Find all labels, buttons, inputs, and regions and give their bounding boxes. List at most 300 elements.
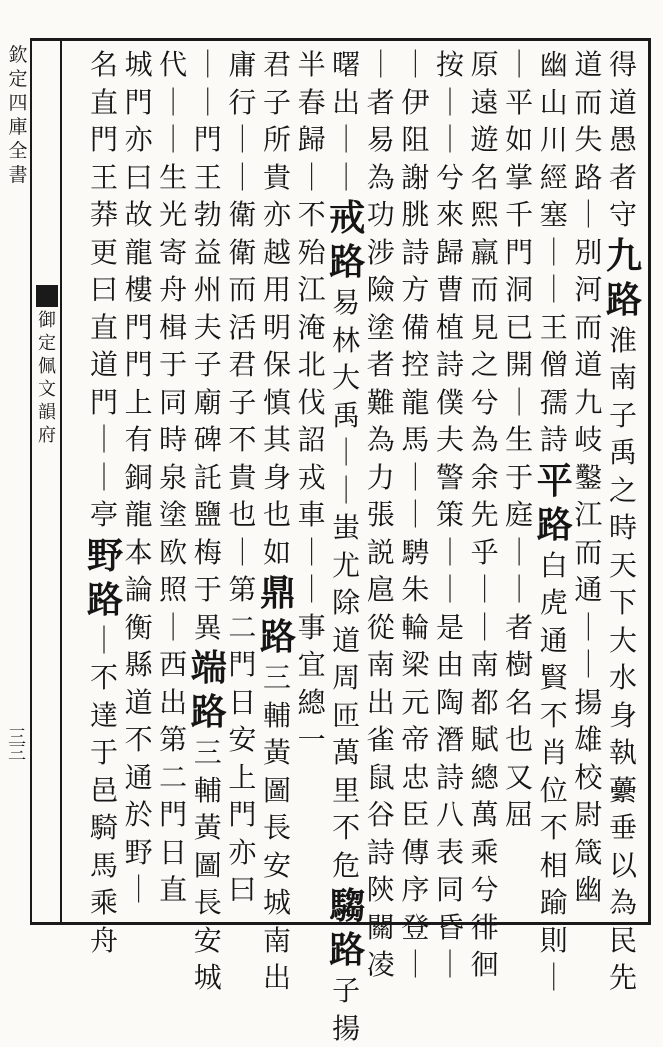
text-char: 北 [295, 346, 329, 384]
text-char: 尉 [571, 796, 605, 834]
text-char: 樓 [122, 271, 156, 309]
text-char: 道 [606, 84, 640, 122]
text-char: 者 [502, 609, 536, 647]
text-char: 按 [433, 46, 467, 84]
text-char: 安 [260, 847, 294, 885]
repeat-mark: ｜ [537, 234, 571, 272]
text-char: 衛 [225, 196, 259, 234]
text-char: 不 [122, 721, 156, 759]
headword-char: 路 [87, 578, 121, 622]
text-char: 伐 [295, 384, 329, 422]
text-char: 萬 [468, 796, 502, 834]
text-char: 千 [502, 196, 536, 234]
text-char: 江 [295, 271, 329, 309]
text-char: 事 [295, 609, 329, 647]
text-char: 亦 [122, 121, 156, 159]
text-char: 二 [156, 759, 190, 797]
text-char: 力 [364, 459, 398, 497]
text-char: 車 [295, 496, 329, 534]
repeat-mark: ｜ [225, 159, 259, 197]
text-char: 阻 [398, 121, 432, 159]
text-char: 梁 [398, 646, 432, 684]
text-char: 王 [537, 309, 571, 347]
text-char: 光 [156, 196, 190, 234]
margin-subtitle-char: 文 [38, 379, 56, 402]
text-char: 賢 [537, 659, 571, 697]
text-char: 位 [537, 772, 571, 810]
text-char: 門 [122, 309, 156, 347]
text-char: 身 [260, 459, 294, 497]
repeat-mark: ｜ [502, 384, 536, 422]
text-char: 遠 [468, 84, 502, 122]
text-char: 得 [606, 46, 640, 84]
headword-char: 野 [87, 534, 121, 578]
text-char: 輔 [260, 697, 294, 735]
text-char: 為 [468, 421, 502, 459]
text-char: 子 [191, 346, 225, 384]
text-char: 宜 [295, 646, 329, 684]
repeat-mark: ｜ [537, 959, 571, 997]
text-char: 而 [571, 309, 605, 347]
text-char: 植 [433, 309, 467, 347]
repeat-mark: ｜ [571, 609, 605, 647]
text-char: 南 [364, 646, 398, 684]
text-column [364, 46, 398, 984]
text-char: 賦 [468, 721, 502, 759]
left-border [30, 38, 32, 925]
text-char: 活 [225, 309, 259, 347]
text-char: 道 [571, 346, 605, 384]
text-char: 險 [364, 271, 398, 309]
text-char: 莽 [87, 196, 121, 234]
text-char: 詩 [364, 834, 398, 872]
text-char: 平 [502, 84, 536, 122]
text-char: 者 [364, 84, 398, 122]
repeat-mark: ｜ [87, 421, 121, 459]
text-char: 門 [225, 646, 259, 684]
repeat-mark: ｜ [329, 472, 363, 510]
text-char: 道 [571, 46, 605, 84]
text-char: 揚 [571, 684, 605, 722]
text-char: 兮 [468, 384, 502, 422]
text-char: 之 [468, 346, 502, 384]
text-char: 門 [87, 384, 121, 422]
text-char: 慎 [260, 384, 294, 422]
text-char: 方 [398, 271, 432, 309]
text-char: 岐 [571, 421, 605, 459]
text-char: 由 [433, 646, 467, 684]
text-char: 先 [606, 959, 640, 997]
text-char: 先 [468, 496, 502, 534]
text-char: 從 [364, 609, 398, 647]
text-char: 肖 [537, 734, 571, 772]
text-char: 道 [329, 622, 363, 660]
text-char: 徘 [468, 909, 502, 947]
text-char: 幽 [571, 871, 605, 909]
repeat-mark: ｜ [364, 46, 398, 84]
text-char: 半 [295, 46, 329, 84]
text-char: 君 [225, 346, 259, 384]
text-char: 子 [225, 384, 259, 422]
text-char: 時 [606, 509, 640, 547]
text-char: 徊 [468, 946, 502, 984]
text-char: 則 [537, 922, 571, 960]
text-char: 更 [87, 234, 121, 272]
text-char: 異 [191, 609, 225, 647]
text-char: 詩 [398, 234, 432, 272]
text-column [225, 46, 259, 909]
text-char: 輪 [398, 609, 432, 647]
repeat-mark: ｜ [398, 946, 432, 984]
text-char: 庸 [225, 46, 259, 84]
text-char: 元 [398, 684, 432, 722]
margin-title-char: 欽 [8, 44, 27, 68]
text-char: 尤 [329, 547, 363, 585]
text-char: 夫 [433, 421, 467, 459]
text-char: 長 [191, 884, 225, 922]
text-char: 貴 [260, 159, 294, 197]
text-char: 河 [571, 271, 605, 309]
text-char: 蚩 [329, 509, 363, 547]
margin-title-char: 四 [8, 92, 27, 116]
text-char: 論 [122, 571, 156, 609]
text-char: 亦 [260, 196, 294, 234]
text-char: 不 [329, 809, 363, 847]
text-char: 已 [502, 309, 536, 347]
text-char: 三 [260, 659, 294, 697]
text-char: 總 [468, 759, 502, 797]
text-char: 龍 [398, 384, 432, 422]
text-char: 生 [502, 421, 536, 459]
text-char: 遊 [468, 121, 502, 159]
repeat-mark: ｜ [398, 459, 432, 497]
headword-char: 路 [606, 278, 640, 322]
text-char: 曰 [87, 271, 121, 309]
text-char: 楫 [156, 309, 190, 347]
repeat-mark: ｜ [191, 84, 225, 122]
text-char: 陶 [433, 684, 467, 722]
headword-char: 端 [191, 646, 225, 690]
text-char: 朱 [398, 571, 432, 609]
repeat-mark: ｜ [502, 46, 536, 84]
text-char: 門 [502, 234, 536, 272]
text-char: 掌 [502, 159, 536, 197]
repeat-mark: ｜ [295, 534, 329, 572]
text-char: 詩 [433, 346, 467, 384]
text-char: 行 [225, 84, 259, 122]
text-char: 不 [225, 421, 259, 459]
repeat-mark: ｜ [87, 622, 121, 660]
text-char: 勃 [191, 196, 225, 234]
text-char: 如 [260, 534, 294, 572]
text-char: 也 [260, 496, 294, 534]
headword-char: 戒 [329, 196, 363, 240]
text-char: 門 [122, 346, 156, 384]
headword-char: 九 [606, 234, 640, 278]
text-char: 於 [122, 796, 156, 834]
text-char: 民 [606, 922, 640, 960]
repeat-mark: ｜ [225, 534, 259, 572]
text-char: 者 [364, 346, 398, 384]
repeat-mark: ｜ [433, 84, 467, 122]
text-char: 大 [606, 622, 640, 660]
text-char: 昏 [433, 909, 467, 947]
text-char: 里 [329, 772, 363, 810]
text-char: 庭 [502, 496, 536, 534]
repeat-mark: ｜ [156, 84, 190, 122]
margin-sub-title [36, 310, 58, 448]
text-char: 羸 [468, 234, 502, 272]
repeat-mark: ｜ [398, 496, 432, 534]
text-char: 大 [329, 359, 363, 397]
text-char: 張 [364, 496, 398, 534]
text-char: 名 [87, 46, 121, 84]
text-char: 開 [502, 346, 536, 384]
text-char: 用 [260, 271, 294, 309]
right-border [648, 38, 651, 925]
text-char: 忠 [398, 759, 432, 797]
text-char: 也 [502, 721, 536, 759]
text-char: 王 [87, 159, 121, 197]
text-char: 欧 [156, 534, 190, 572]
text-char: 扈 [364, 571, 398, 609]
text-column [537, 46, 571, 997]
text-char: 碑 [191, 421, 225, 459]
text-char: 出 [364, 684, 398, 722]
text-char: 亦 [225, 834, 259, 872]
text-char: 日 [156, 834, 190, 872]
text-char: 門 [156, 796, 190, 834]
text-char: 貴 [225, 459, 259, 497]
repeat-mark: ｜ [502, 534, 536, 572]
text-char: 周 [329, 659, 363, 697]
text-char: 雀 [364, 721, 398, 759]
text-char: 者 [606, 159, 640, 197]
text-char: 所 [260, 121, 294, 159]
text-char: 失 [571, 121, 605, 159]
text-char: 陝 [364, 871, 398, 909]
text-char: 第 [225, 571, 259, 609]
text-char: 梅 [191, 534, 225, 572]
text-char: 生 [156, 159, 190, 197]
text-char: 子 [606, 397, 640, 435]
text-char: 通 [537, 622, 571, 660]
text-char: 曙 [329, 46, 363, 84]
text-char: 長 [260, 809, 294, 847]
text-char: 門 [191, 121, 225, 159]
text-char: 如 [502, 121, 536, 159]
text-char: 曰 [225, 871, 259, 909]
text-char: 別 [571, 234, 605, 272]
text-char: 乘 [468, 834, 502, 872]
margin-divider [60, 38, 62, 925]
text-column [502, 46, 536, 834]
text-char: 馬 [398, 421, 432, 459]
text-char: 輔 [191, 772, 225, 810]
text-column [122, 46, 156, 909]
text-char: 校 [571, 759, 605, 797]
text-char: 騁 [398, 534, 432, 572]
text-column [606, 46, 640, 997]
text-char: 僧 [537, 346, 571, 384]
text-char: 禹 [329, 397, 363, 435]
text-char: 登 [398, 909, 432, 947]
repeat-mark: ｜ [433, 121, 467, 159]
text-char: 路 [571, 159, 605, 197]
text-char: 兮 [468, 871, 502, 909]
text-char: 備 [398, 309, 432, 347]
text-column [468, 46, 502, 984]
text-char: 其 [260, 421, 294, 459]
text-char: 不 [537, 809, 571, 847]
headword-char: 路 [329, 240, 363, 284]
text-char: 南 [260, 922, 294, 960]
text-char: 匝 [329, 697, 363, 735]
text-char: 上 [225, 759, 259, 797]
text-char: 塗 [364, 309, 398, 347]
text-char: 伊 [398, 84, 432, 122]
repeat-mark: ｜ [398, 46, 432, 84]
text-char: 黃 [260, 734, 294, 772]
repeat-mark: ｜ [156, 121, 190, 159]
text-char: 身 [606, 697, 640, 735]
text-char: 圖 [191, 847, 225, 885]
text-char: 以 [606, 847, 640, 885]
text-char: 見 [468, 309, 502, 347]
text-char: 春 [295, 84, 329, 122]
text-char: 塗 [156, 496, 190, 534]
text-char: 朓 [398, 196, 432, 234]
text-char: 一 [295, 721, 329, 759]
text-char: 安 [225, 721, 259, 759]
margin-title-char: 書 [8, 164, 27, 188]
margin-title-char: 全 [8, 140, 27, 164]
text-char: 樹 [502, 646, 536, 684]
text-char: 日 [225, 684, 259, 722]
text-char: 龍 [122, 496, 156, 534]
repeat-mark: ｜ [433, 571, 467, 609]
text-char: 涉 [364, 234, 398, 272]
text-char: 寄 [156, 234, 190, 272]
fishtail-mark [36, 285, 58, 307]
text-char: 洞 [502, 271, 536, 309]
text-char: 守 [606, 196, 640, 234]
text-char: 君 [260, 46, 294, 84]
text-char: 詩 [433, 759, 467, 797]
text-char: 邑 [87, 772, 121, 810]
text-char: 説 [364, 534, 398, 572]
text-char: 通 [122, 759, 156, 797]
text-char: 白 [537, 547, 571, 585]
text-char: 城 [260, 884, 294, 922]
repeat-mark: ｜ [329, 434, 363, 472]
headword-char: 路 [329, 928, 363, 972]
text-char: 本 [122, 534, 156, 572]
repeat-mark: ｜ [502, 571, 536, 609]
repeat-mark: ｜ [537, 271, 571, 309]
text-char: 虎 [537, 584, 571, 622]
text-char: 道 [122, 684, 156, 722]
text-char: 亭 [87, 496, 121, 534]
text-char: 臣 [398, 796, 432, 834]
text-char: 八 [433, 796, 467, 834]
text-char: 曹 [433, 271, 467, 309]
text-char: 通 [571, 571, 605, 609]
margin-book-title [6, 44, 30, 188]
text-column [433, 46, 467, 984]
text-char: 為 [364, 159, 398, 197]
text-char: 銅 [122, 459, 156, 497]
text-char: 泉 [156, 459, 190, 497]
text-char: 舟 [87, 922, 121, 960]
text-char: 鑿 [571, 459, 605, 497]
text-column [87, 46, 121, 959]
text-char: 垂 [606, 809, 640, 847]
text-char: 難 [364, 384, 398, 422]
text-char: 屈 [502, 796, 536, 834]
text-char: 鹽 [191, 496, 225, 534]
text-char: 明 [260, 309, 294, 347]
text-char: 門 [87, 121, 121, 159]
text-char: 黃 [191, 809, 225, 847]
text-char: 林 [329, 322, 363, 360]
text-char: 達 [87, 697, 121, 735]
text-char: 越 [260, 234, 294, 272]
text-char: 西 [156, 646, 190, 684]
text-char: 江 [571, 496, 605, 534]
repeat-mark: ｜ [433, 946, 467, 984]
text-char: 道 [87, 346, 121, 384]
text-char: 安 [191, 922, 225, 960]
text-char: 不 [87, 659, 121, 697]
repeat-mark: ｜ [156, 609, 190, 647]
text-char: 也 [225, 496, 259, 534]
text-char: 出 [260, 959, 294, 997]
text-char: 關 [364, 909, 398, 947]
repeat-mark: ｜ [225, 121, 259, 159]
text-char: 于 [191, 571, 225, 609]
text-char: 廟 [191, 384, 225, 422]
text-char: 衛 [225, 234, 259, 272]
text-char: 帝 [398, 721, 432, 759]
text-char: 直 [87, 309, 121, 347]
text-char: 都 [468, 684, 502, 722]
repeat-mark: ｜ [329, 159, 363, 197]
repeat-mark: ｜ [571, 646, 605, 684]
text-char: 託 [191, 459, 225, 497]
text-char: 是 [433, 609, 467, 647]
text-char: 序 [398, 871, 432, 909]
margin-subtitle-char: 佩 [38, 356, 56, 379]
margin-title-char: 庫 [8, 116, 27, 140]
text-char: 子 [329, 972, 363, 1010]
text-char: 有 [122, 421, 156, 459]
text-char: 直 [156, 871, 190, 909]
text-char: 衡 [122, 609, 156, 647]
text-char: 直 [87, 84, 121, 122]
text-char: 三 [191, 734, 225, 772]
text-char: 余 [468, 459, 502, 497]
margin-subtitle-char: 定 [38, 333, 56, 356]
text-char: 又 [502, 759, 536, 797]
text-char: 下 [606, 584, 640, 622]
text-char: 為 [364, 421, 398, 459]
text-char: 南 [606, 359, 640, 397]
text-char: 曰 [122, 159, 156, 197]
margin-title-char: 定 [8, 68, 27, 92]
text-char: 歸 [433, 234, 467, 272]
text-char: 出 [156, 684, 190, 722]
